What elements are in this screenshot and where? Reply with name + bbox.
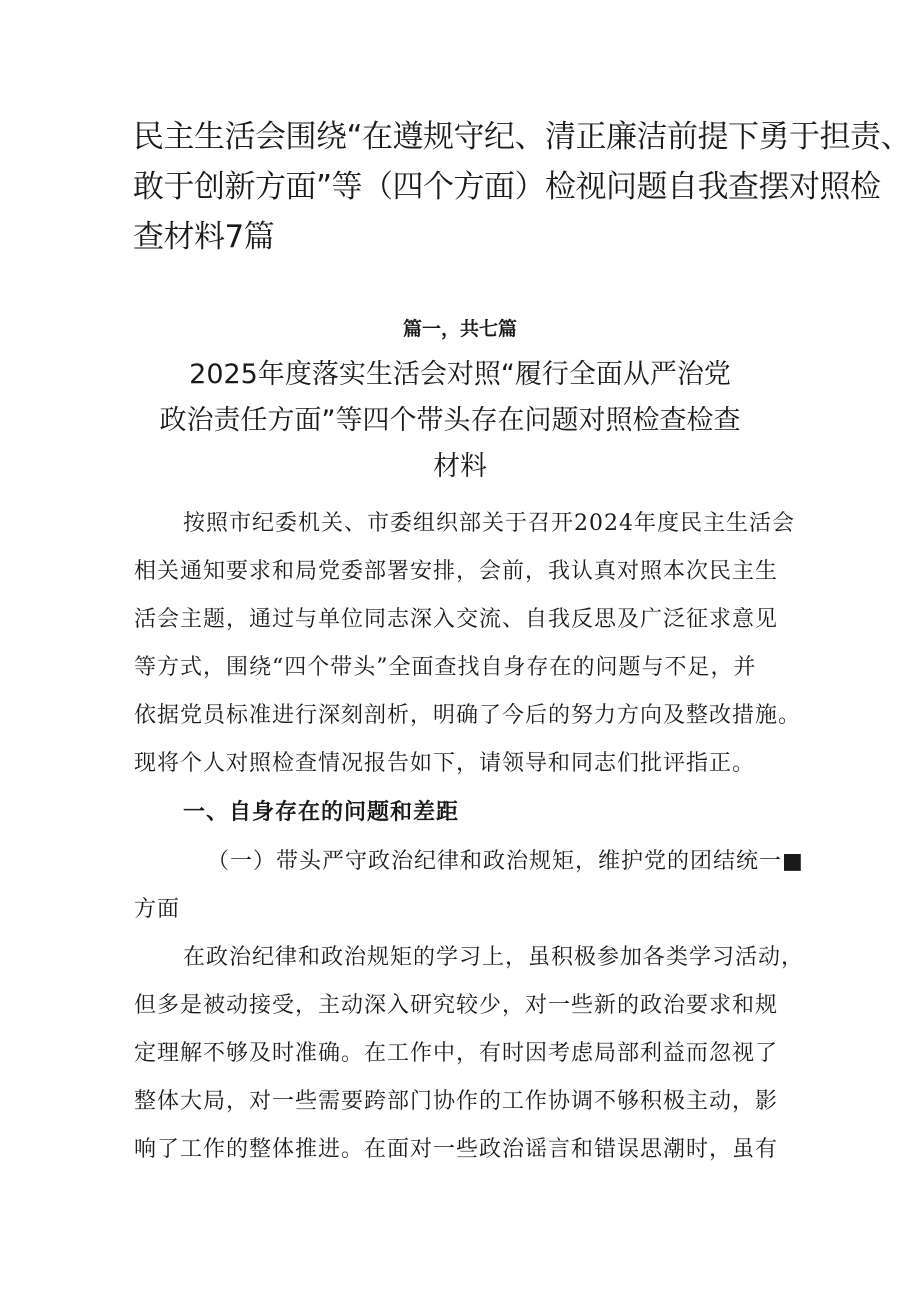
paragraph-line: 但多是被动接受，主动深入研究较少，对一些新的政治要求和规	[134, 993, 779, 1018]
subsection-heading-line: 方面	[134, 897, 181, 922]
document-title-line: 查材料7篇	[133, 219, 275, 255]
section-heading: 一、自身存在的问题和差距	[183, 799, 460, 825]
subsection-heading-line: （一）带头严守政治纪律和政治规矩，维护党的团结统一■	[207, 849, 804, 874]
document-title-line: 民主生活会围绕“在遵规守纪、清正廉洁前提下勇于担责、	[133, 119, 912, 155]
article-title	[0, 352, 920, 490]
document-title	[133, 112, 912, 262]
article-title-line: 材料	[433, 451, 487, 482]
intro-line: 依据党员标准进行深刻剖析，明确了今后的努力方向及整改措施。	[134, 703, 802, 728]
article-title-line: 政治责任方面”等四个带头存在问题对照检查检查	[159, 405, 741, 436]
part-label: 篇一，共七篇	[402, 318, 517, 340]
article-title-line: 2025年度落实生活会对照“履行全面从严治党	[189, 359, 731, 390]
document-title-line: 敢于创新方面”等（四个方面）检视问题自我查摆对照检	[133, 169, 881, 205]
paragraph-line: 定理解不够及时准确。在工作中，有时因考虑局部利益而忽视了	[134, 1041, 779, 1066]
paragraph-line: 整体大局，对一些需要跨部门协作的工作协调不够积极主动，影	[134, 1089, 779, 1114]
paragraph-line: 响了工作的整体推进。在面对一些政治谣言和错误思潮时，虽有	[134, 1137, 779, 1162]
intro-line: 按照市纪委机关、市委组织部关于召开2024年度民主生活会	[183, 511, 795, 536]
paragraph-line: 在政治纪律和政治规矩的学习上，虽积极参加各类学习活动，	[183, 945, 805, 970]
intro-line: 相关通知要求和局党委部署安排，会前，我认真对照本次民主生	[134, 559, 779, 584]
intro-line: 现将个人对照检查情况报告如下，请领导和同志们批评指正。	[134, 751, 756, 776]
intro-line: 活会主题，通过与单位同志深入交流、自我反思及广泛征求意见	[134, 607, 779, 632]
intro-line: 等方式，围绕“四个带头”全面查找自身存在的问题与不足，并	[134, 655, 757, 680]
